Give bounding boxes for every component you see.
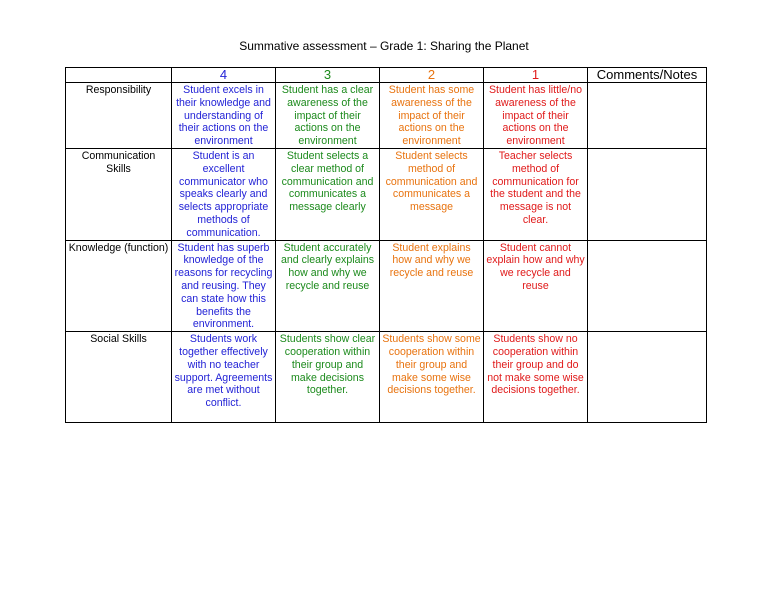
rubric-table: [65, 67, 707, 423]
header-level-4: 4: [172, 68, 276, 83]
level-4-cell: Students work together effectively with no teacher support. Agreements are met without conflict.: [172, 332, 276, 423]
criterion-cell: Knowledge (function): [66, 240, 172, 332]
header-comments-notes: Comments/Notes: [588, 68, 707, 83]
level-1-cell: Student cannot explain how and why we recycle and reuse: [484, 240, 588, 332]
level-1-cell: Teacher selects method of communication for the student and the message is not clear.: [484, 149, 588, 241]
level-3-cell: Student has a clear awareness of the impact of their actions on the environment: [276, 83, 380, 149]
criterion-cell: Responsibility: [66, 83, 172, 149]
header-blank-cell: [66, 68, 172, 83]
level-3-cell: Students show clear cooperation within their group and make decisions together.: [276, 332, 380, 423]
level-2-cell: Students show some cooperation within their group and make some wise decisions together.: [380, 332, 484, 423]
header-row: [66, 68, 707, 83]
level-3-cell: Student accurately and clearly explains how and why we recycle and reuse: [276, 240, 380, 332]
header-level-1: 1: [484, 68, 588, 83]
notes-cell[interactable]: [588, 332, 707, 423]
table-row: [66, 149, 707, 241]
level-2-cell: Student has some awareness of the impact of their actions on the environment: [380, 83, 484, 149]
notes-cell[interactable]: [588, 149, 707, 241]
header-level-3: 3: [276, 68, 380, 83]
level-2-cell: Student selects method of communication and communicates a message: [380, 149, 484, 241]
level-4-cell: Student excels in their knowledge and understanding of their actions on the environment: [172, 83, 276, 149]
level-1-cell: Student has little/no awareness of the impact of their actions on the environment: [484, 83, 588, 149]
criterion-cell: Social Skills: [66, 332, 172, 423]
page-title: Summative assessment – Grade 1: Sharing the Planet: [239, 39, 529, 53]
notes-cell[interactable]: [588, 240, 707, 332]
criterion-cell: Communication Skills: [66, 149, 172, 241]
level-2-cell: Student explains how and why we recycle and reuse: [380, 240, 484, 332]
level-4-cell: Student has superb knowledge of the reasons for recycling and reusing. They can state how this benefits the environment.: [172, 240, 276, 332]
level-1-cell: Students show no cooperation within their group and do not make some wise decisions together.: [484, 332, 588, 423]
table-row: [66, 83, 707, 149]
notes-cell[interactable]: [588, 83, 707, 149]
level-3-cell: Student selects a clear method of communication and communicates a message clearly: [276, 149, 380, 241]
level-4-cell: Student is an excellent communicator who speaks clearly and selects appropriate methods of communication.: [172, 149, 276, 241]
table-row: [66, 240, 707, 332]
table-row: [66, 332, 707, 423]
header-level-2: 2: [380, 68, 484, 83]
